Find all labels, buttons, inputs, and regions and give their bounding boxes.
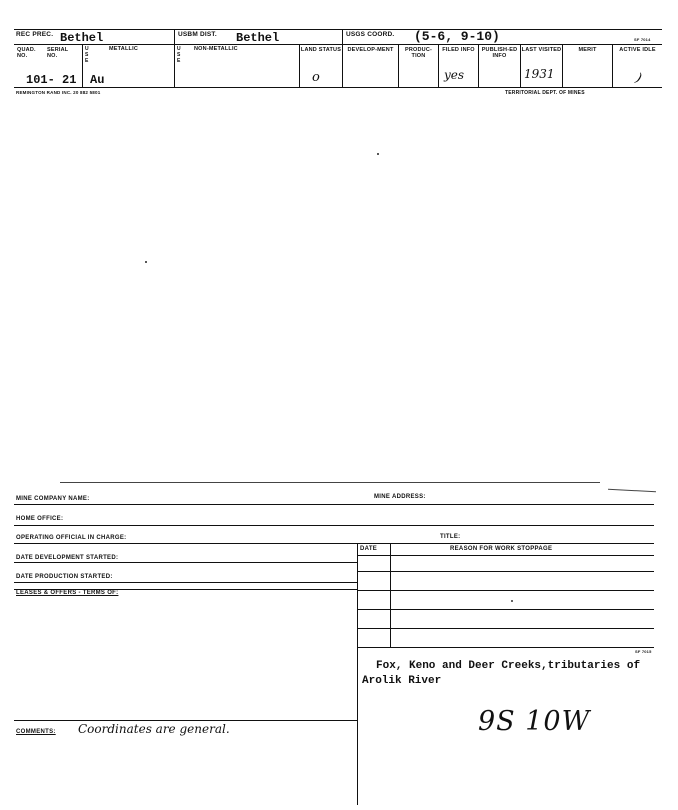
rule (14, 525, 654, 526)
card-edge (608, 489, 656, 493)
published-info-label: PUBLISH-ED INFO (481, 47, 518, 59)
land-status-value: o (312, 70, 320, 85)
metallic-label: METALLIC (109, 46, 138, 52)
use-code-label: U S E (85, 46, 89, 64)
rule (174, 29, 175, 87)
rule (14, 543, 654, 544)
comments-value: Coordinates are general. (78, 722, 230, 736)
use-code-label-2: U S E (177, 46, 181, 64)
land-status-label: LAND STATUS (300, 47, 342, 53)
usbm-dist-label: USBM DIST. (178, 31, 217, 38)
rule (14, 720, 357, 721)
rule (14, 44, 662, 45)
production-label: PRODUC-TION (404, 47, 433, 59)
filed-info-label: FILED INFO (442, 47, 475, 53)
rule (357, 609, 654, 610)
scan-speck (145, 261, 147, 263)
rule (14, 87, 662, 88)
rule (14, 504, 654, 505)
rule (14, 562, 357, 563)
rule (390, 543, 391, 647)
metallic-value: Au (90, 73, 105, 87)
date-production-started-label: DATE PRODUCTION STARTED: (16, 574, 113, 580)
rec-prec-label: REC PREC. (16, 31, 54, 38)
last-visited-value: 1931 (524, 67, 555, 81)
card-edge (60, 482, 600, 483)
merit-label: MERIT (578, 47, 597, 53)
form-number: SF 7014 (634, 37, 651, 42)
rec-prec-value: Bethel (60, 31, 104, 45)
date-column-label: DATE (360, 546, 378, 552)
rule (357, 628, 654, 629)
quad-serial-value: 101- 21 (26, 73, 77, 87)
home-office-label: HOME OFFICE: (16, 516, 64, 522)
township-range: 9S 10W (478, 706, 591, 737)
rule (357, 647, 654, 648)
rule (342, 29, 343, 87)
development-label: DEVELOP-MENT (347, 47, 394, 53)
rule (357, 555, 654, 556)
rule (357, 571, 654, 572)
rule (14, 582, 357, 583)
form-number-2: SF 7015 (635, 649, 652, 654)
department-imprint: TERRITORIAL DEPT. OF MINES (505, 90, 585, 96)
location-text-line-1: Fox, Keno and Deer Creeks,tributaries of (376, 660, 641, 672)
serial-no-label: SERIAL NO. (47, 47, 69, 59)
non-metallic-label: NON-METALLIC (194, 46, 238, 52)
usbm-dist-value: Bethel (236, 31, 280, 45)
operating-official-label: OPERATING OFFICIAL IN CHARGE: (16, 535, 127, 541)
scan-speck (377, 153, 379, 155)
printer-imprint: REMINGTON RAND INC. 20 882 5801 (16, 90, 101, 95)
active-idle-value: ) (633, 70, 644, 87)
date-development-started-label: DATE DEVELOPMENT STARTED: (16, 555, 119, 561)
rule (357, 590, 654, 591)
title-label: TITLE: (440, 534, 461, 540)
quad-no-label: QUAD. NO. (17, 47, 36, 59)
mine-address-label: MINE ADDRESS: (374, 494, 426, 500)
location-text-line-2: Arolik River (362, 675, 442, 687)
mine-company-name-label: MINE COMPANY NAME: (16, 496, 90, 502)
usgs-coord-value: (5-6, 9-10) (414, 29, 500, 44)
reason-column-label: REASON FOR WORK STOPPAGE (450, 546, 553, 552)
usgs-coord-label: USGS COORD. (346, 31, 395, 38)
comments-label: COMMENTS: (16, 729, 56, 735)
last-visited-label: LAST VISITED (521, 47, 562, 53)
filed-info-value: yes (444, 68, 465, 82)
rule (82, 44, 83, 87)
leases-offers-label: LEASES & OFFERS - TERMS OF: (16, 590, 119, 596)
rule (357, 543, 358, 805)
scan-speck (511, 600, 513, 602)
rule (14, 29, 662, 30)
active-idle-label: ACTIVE IDLE (619, 47, 656, 53)
